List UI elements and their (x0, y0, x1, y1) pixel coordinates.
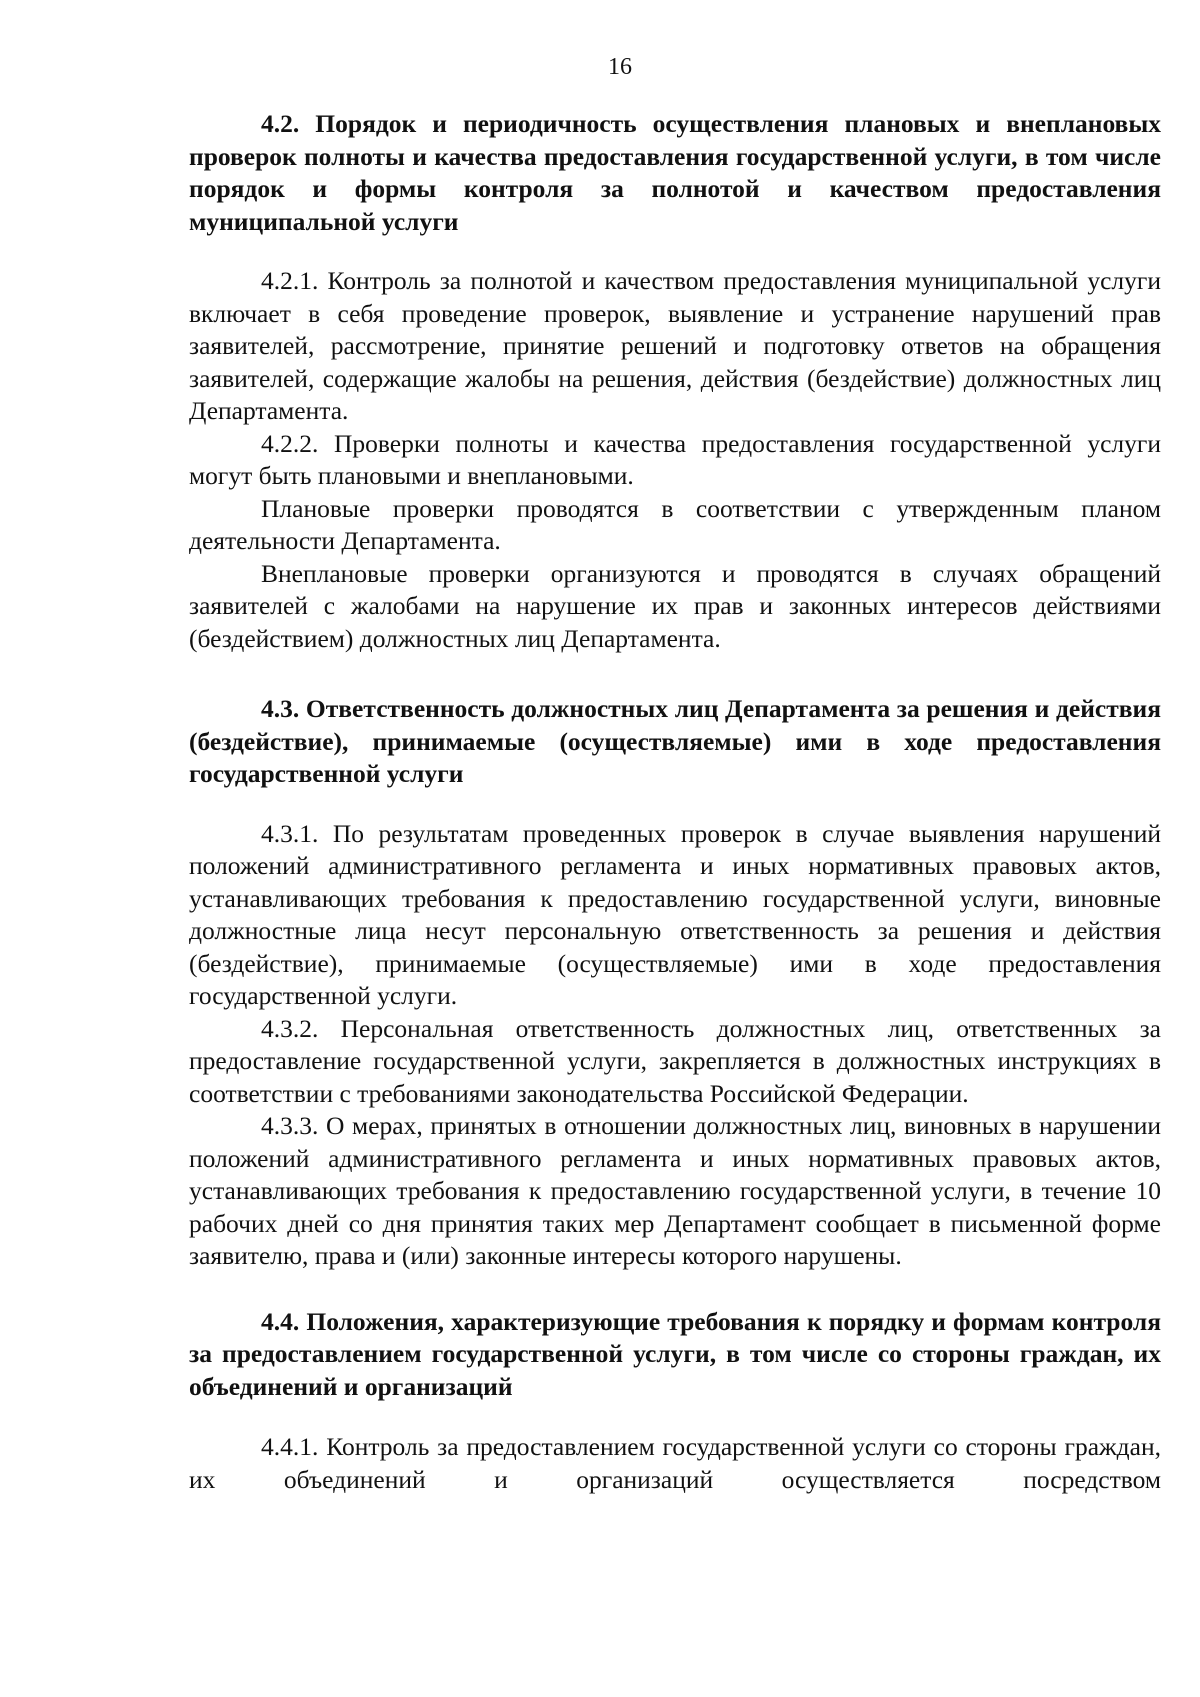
paragraph-4-3-1: 4.3.1. По результатам проведенных проверок в случае выявления нарушений положений административного регламента и иных нормативных правовых актов, устанавливающих требования к предоставлению государственной услуги, виновные должностные лица несут персональную ответственность за решения и действия (бездействие), принимаемые (осуществляемые) ими в ходе предоставления государственной услуги. (189, 818, 1161, 1010)
page-number: 16 (608, 54, 632, 80)
section-heading-4-2: 4.2. Порядок и периодичность осуществления плановых и внеплановых проверок полноты и качества предоставления государственной услуги, в том числе порядок и формы контроля за полнотой и качеством предоставления муниципальной услуги (189, 109, 1161, 236)
section-heading-4-3: 4.3. Ответственность должностных лиц Департамента за решения и действия (бездействие), принимаемые (осуществляемые) ими в ходе предоставления государственной услуги (189, 694, 1161, 788)
paragraph-4-3-2: 4.3.2. Персональная ответственность должностных лиц, ответственных за предоставление государственной услуги, закрепляется в должностных инструкциях в соответствии с требованиями законодательства Российской Федерации. (189, 1013, 1161, 1108)
paragraph-4-3-3: 4.3.3. О мерах, принятых в отношении должностных лиц, виновных в нарушении положений административного регламента и иных нормативных правовых актов, устанавливающих требования к предоставлению государственной услуги, в течение 10 рабочих дней со дня принятия таких мер Департамент сообщает в письменной форме заявителю, права и (или) законные интересы которого нарушены. (189, 1111, 1161, 1270)
paragraph-4-4-1: 4.4.1. Контроль за предоставлением государственной услуги со стороны граждан, их объединений и организаций осуществляется посредством (189, 1432, 1161, 1494)
document-body (189, 108, 1161, 1496)
paragraph-unplanned-checks: Внеплановые проверки организуются и проводятся в случаях обращений заявителей с жалобами на нарушение их прав и законных интересов действиями (бездействием) должностных лиц Департамента. (189, 558, 1161, 653)
paragraph-planned-checks: Плановые проверки проводятся в соответствии с утвержденным планом деятельности Департамента. (189, 493, 1161, 555)
paragraph-4-2-1: 4.2.1. Контроль за полнотой и качеством предоставления муниципальной услуги включает в себя проведение проверок, выявление и устранение нарушений прав заявителей, рассмотрение, принятие решений и подготовку ответов на обращения заявителей, содержащие жалобы на решения, действия (бездействие) должностных лиц Департамента. (189, 266, 1161, 425)
paragraph-4-2-2: 4.2.2. Проверки полноты и качества предоставления государственной услуги могут быть плановыми и внеплановыми. (189, 428, 1161, 490)
section-heading-4-4: 4.4. Положения, характеризующие требования к порядку и формам контроля за предоставлением государственной услуги, в том числе со стороны граждан, их объединений и организаций (189, 1306, 1161, 1401)
